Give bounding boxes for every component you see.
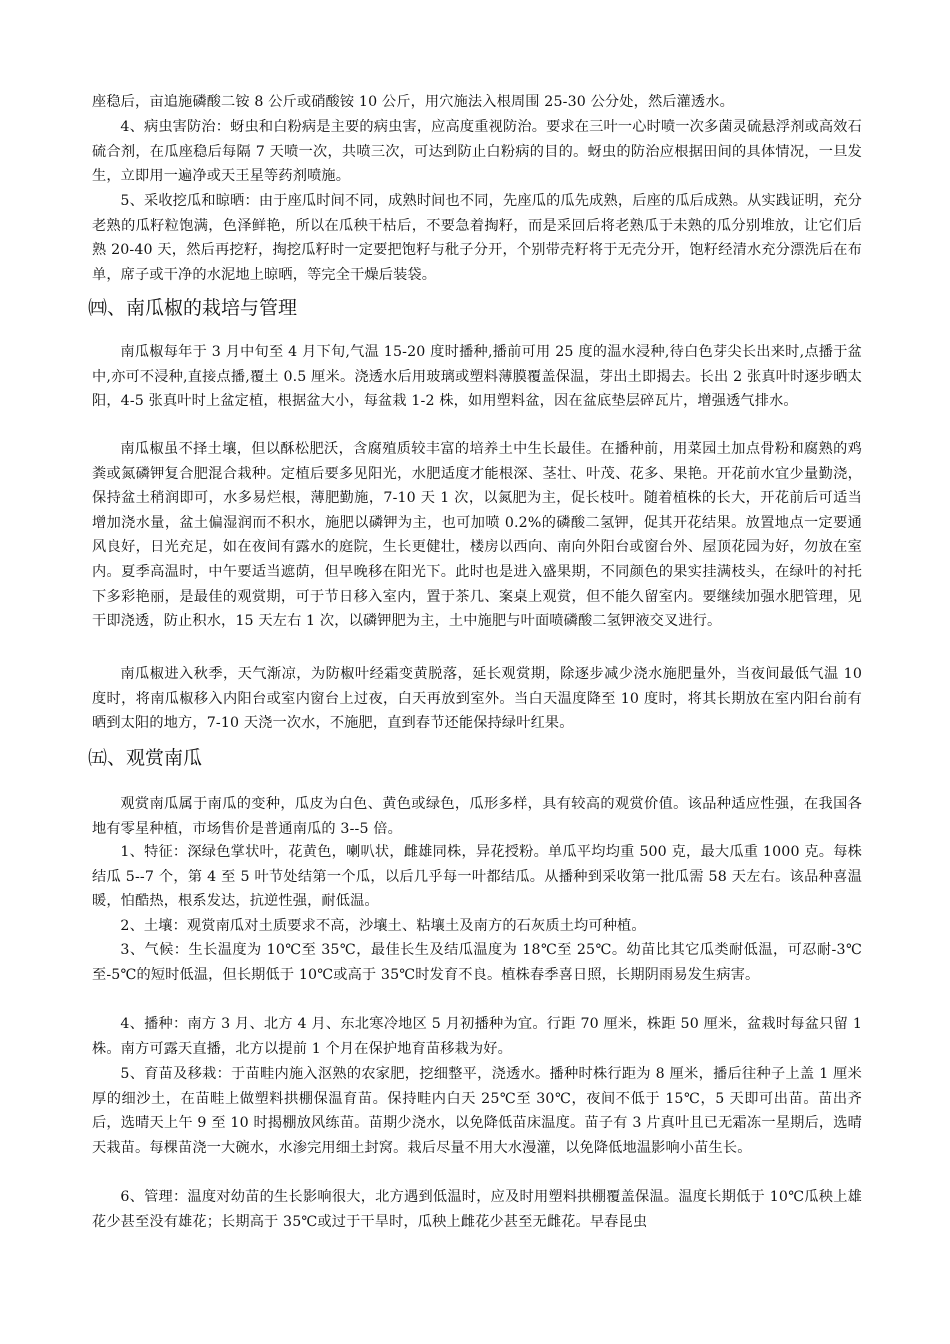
paragraph-pumpkin-pepper-sowing: 南瓜椒每年于 3 月中旬至 4 月下旬,气温 15-20 度时播种,播前可用 25 度的温水浸种,待白色芽尖长出来时,点播于盆中,亦可不浸种,直接点播,覆土 0.5 厘米。浇透水后用玻璃或塑料薄膜覆盖保温，芽出土即揭去。长出 2 张真叶时逐步晒太阳，4-5 张真叶时上盆定植，根据盆大小，每盆栽 1-2 株，如用塑料盆，因在盆底垫层碎瓦片，增强透气排水。	[92, 344, 862, 410]
paragraph-pest-control: 4、病虫害防治：蚜虫和白粉病是主要的病虫害，应高度重视防治。要求在三叶一心时喷一次多菌灵硫悬浮剂或高效石硫合剂，在瓜座稳后每隔 7 天喷一次，共喷三次，可达到防止白粉病的目的。蚜虫的防治应根据田间的具体情况，一旦发生，立即用一遍净或天王星等药剂喷施。	[92, 119, 862, 185]
paragraph-climate: 3、气候：生长温度为 10℃至 35℃，最佳长生及结瓜温度为 18℃至 25℃。幼苗比其它瓜类耐低温，可忍耐-3℃至-5℃的短时低温，但长期低于 10℃或高于 35℃时发育不良。植株春季喜日照，长期阴雨易发生病害。	[92, 942, 862, 983]
paragraph-harvest: 5、采收挖瓜和晾晒：由于座瓜时间不同，成熟时间也不同，先座瓜的瓜先成熟，后座的瓜后成熟。从实践证明，充分老熟的瓜籽粒饱满，色泽鲜艳，所以在瓜秧干枯后，不要急着掏籽，而是采回后将老熟瓜于未熟的瓜分别堆放，让它们后熟 20-40 天，然后再挖籽，掏挖瓜籽时一定要把饱籽与秕子分开，个别带壳籽将于无壳分开，饱籽经清水充分漂洗后在布单，席子或干净的水泥地上晾晒，等完全干燥后装袋。	[92, 193, 862, 283]
paragraph-soil: 2、土壤：观赏南瓜对土质要求不高，沙壤土、粘壤土及南方的石灰质土均可种植。	[120, 918, 646, 934]
paragraph-ornamental-intro: 观赏南瓜属于南瓜的变种，瓜皮为白色、黄色或绿色，瓜形多样，具有较高的观赏价值。该品种适应性强，在我国各地有零星种植，市场售价是普通南瓜的 3--5 倍。	[92, 796, 862, 837]
paragraph-feature: 1、特征：深绿色掌状叶，花黄色，喇叭状，雌雄同株，异花授粉。单瓜平均均重 500 克，最大瓜重 1000 克。每株结瓜 5--7 个，第 4 至 5 叶节处结第一个瓜，以后几乎每一叶都结瓜。从播种到采收第一批瓜需 58 天左右。该品种喜温暖，怕酷热，根系发达，抗逆性强，耐低温。	[92, 844, 862, 910]
paragraph-sowing: 4、播种：南方 3 月、北方 4 月、东北寒冷地区 5 月初播种为宜。行距 70 厘米，株距 50 厘米，盆栽时每盆只留 1 株。南方可露天直播，北方以提前 1 个月在保护地育苗移栽为好。	[92, 1016, 862, 1057]
paragraph-pumpkin-pepper-care: 南瓜椒虽不择土壤，但以酥松肥沃，含腐殖质较丰富的培养土中生长最佳。在播种前，用菜园土加点骨粉和腐熟的鸡粪或氮磷钾复合肥混合栽种。定植后要多见阳光，水肥适度才能根深、茎壮、叶茂、花多、果艳。开花前水宜少量勤浇，保持盆土稍润即可，水多易烂根，薄肥勤施，7-10 天 1 次，以氮肥为主，促长枝叶。随着植株的长大，开花前后可适当增加浇水量，盆土偏湿润而不积水，施肥以磷钾为主，也可加喷 0.2%的磷酸二氢钾，促其开花结果。放置地点一定要通风良好，日光充足，如在夜间有露水的庭院，生长更健壮，楼房以西向、南向外阳台或窗台外、屋顶花园为好，勿放在室内。夏季高温时，中午要适当遮荫，但早晚移在阳光下。此时也是进入盛果期，不同颜色的果实挂满枝头，在绿叶的衬托下多彩艳丽，是最佳的观赏期，可于节日移入室内，置于茶几、案桌上观赏，但不能久留室内。要继续加强水肥管理，见干即浇透，防止积水，15 天左右 1 次，以磷钾肥为主，土中施肥与叶面喷磷酸二氢钾液交叉进行。	[92, 441, 862, 630]
paragraph-pumpkin-pepper-autumn: 南瓜椒进入秋季，天气渐凉，为防椒叶经霜变黄脱落，延长观赏期，除逐步减少浇水施肥量外，当夜间最低气温 10 度时，将南瓜椒移入内阳台或室内窗台上过夜，白天再放到室外。当白天温度降至 10 度时，将其长期放在室内阳台前有晒到太阳的地方，7-10 天浇一次水，不施肥，直到春节还能保持绿叶红果。	[92, 666, 862, 732]
paragraph-seedling: 5、育苗及移栽：于苗畦内施入沤熟的农家肥，挖细整平，浇透水。播种时株行距为 8 厘米，播后往种子上盖 1 厘米厚的细沙土，在苗畦上做塑料拱棚保温育苗。保持畦内白天 25℃至 30℃，夜间不低于 15℃，5 天即可出苗。苗出齐后，选晴天上午 9 至 10 时揭棚放风练苗。苗期少浇水，以免降低苗床温度。苗子有 3 片真叶且已无霜冻一星期后，选晴天栽苗。每棵苗浇一大碗水，水渗完用细土封窝。栽后尽量不用大水漫灌，以免降低地温影响小苗生长。	[92, 1066, 862, 1156]
paragraph-topdressing: 座稳后，亩追施磷酸二铵 8 公斤或硝酸铵 10 公斤，用穴施法入根周围 25-30 公分处，然后灌透水。	[92, 94, 734, 110]
section-heading-pumpkin-pepper: ㈣、南瓜椒的栽培与管理	[88, 297, 298, 319]
section-heading-ornamental-pumpkin: ㈤、观赏南瓜	[88, 747, 203, 769]
paragraph-management: 6、管理：温度对幼苗的生长影响很大，北方遇到低温时，应及时用塑料拱棚覆盖保温。温度长期低于 10℃瓜秧上雄花少甚至没有雄花；长期高于 35℃或过于干旱时，瓜秧上雌花少甚至无雌花。早春昆虫	[92, 1189, 862, 1230]
